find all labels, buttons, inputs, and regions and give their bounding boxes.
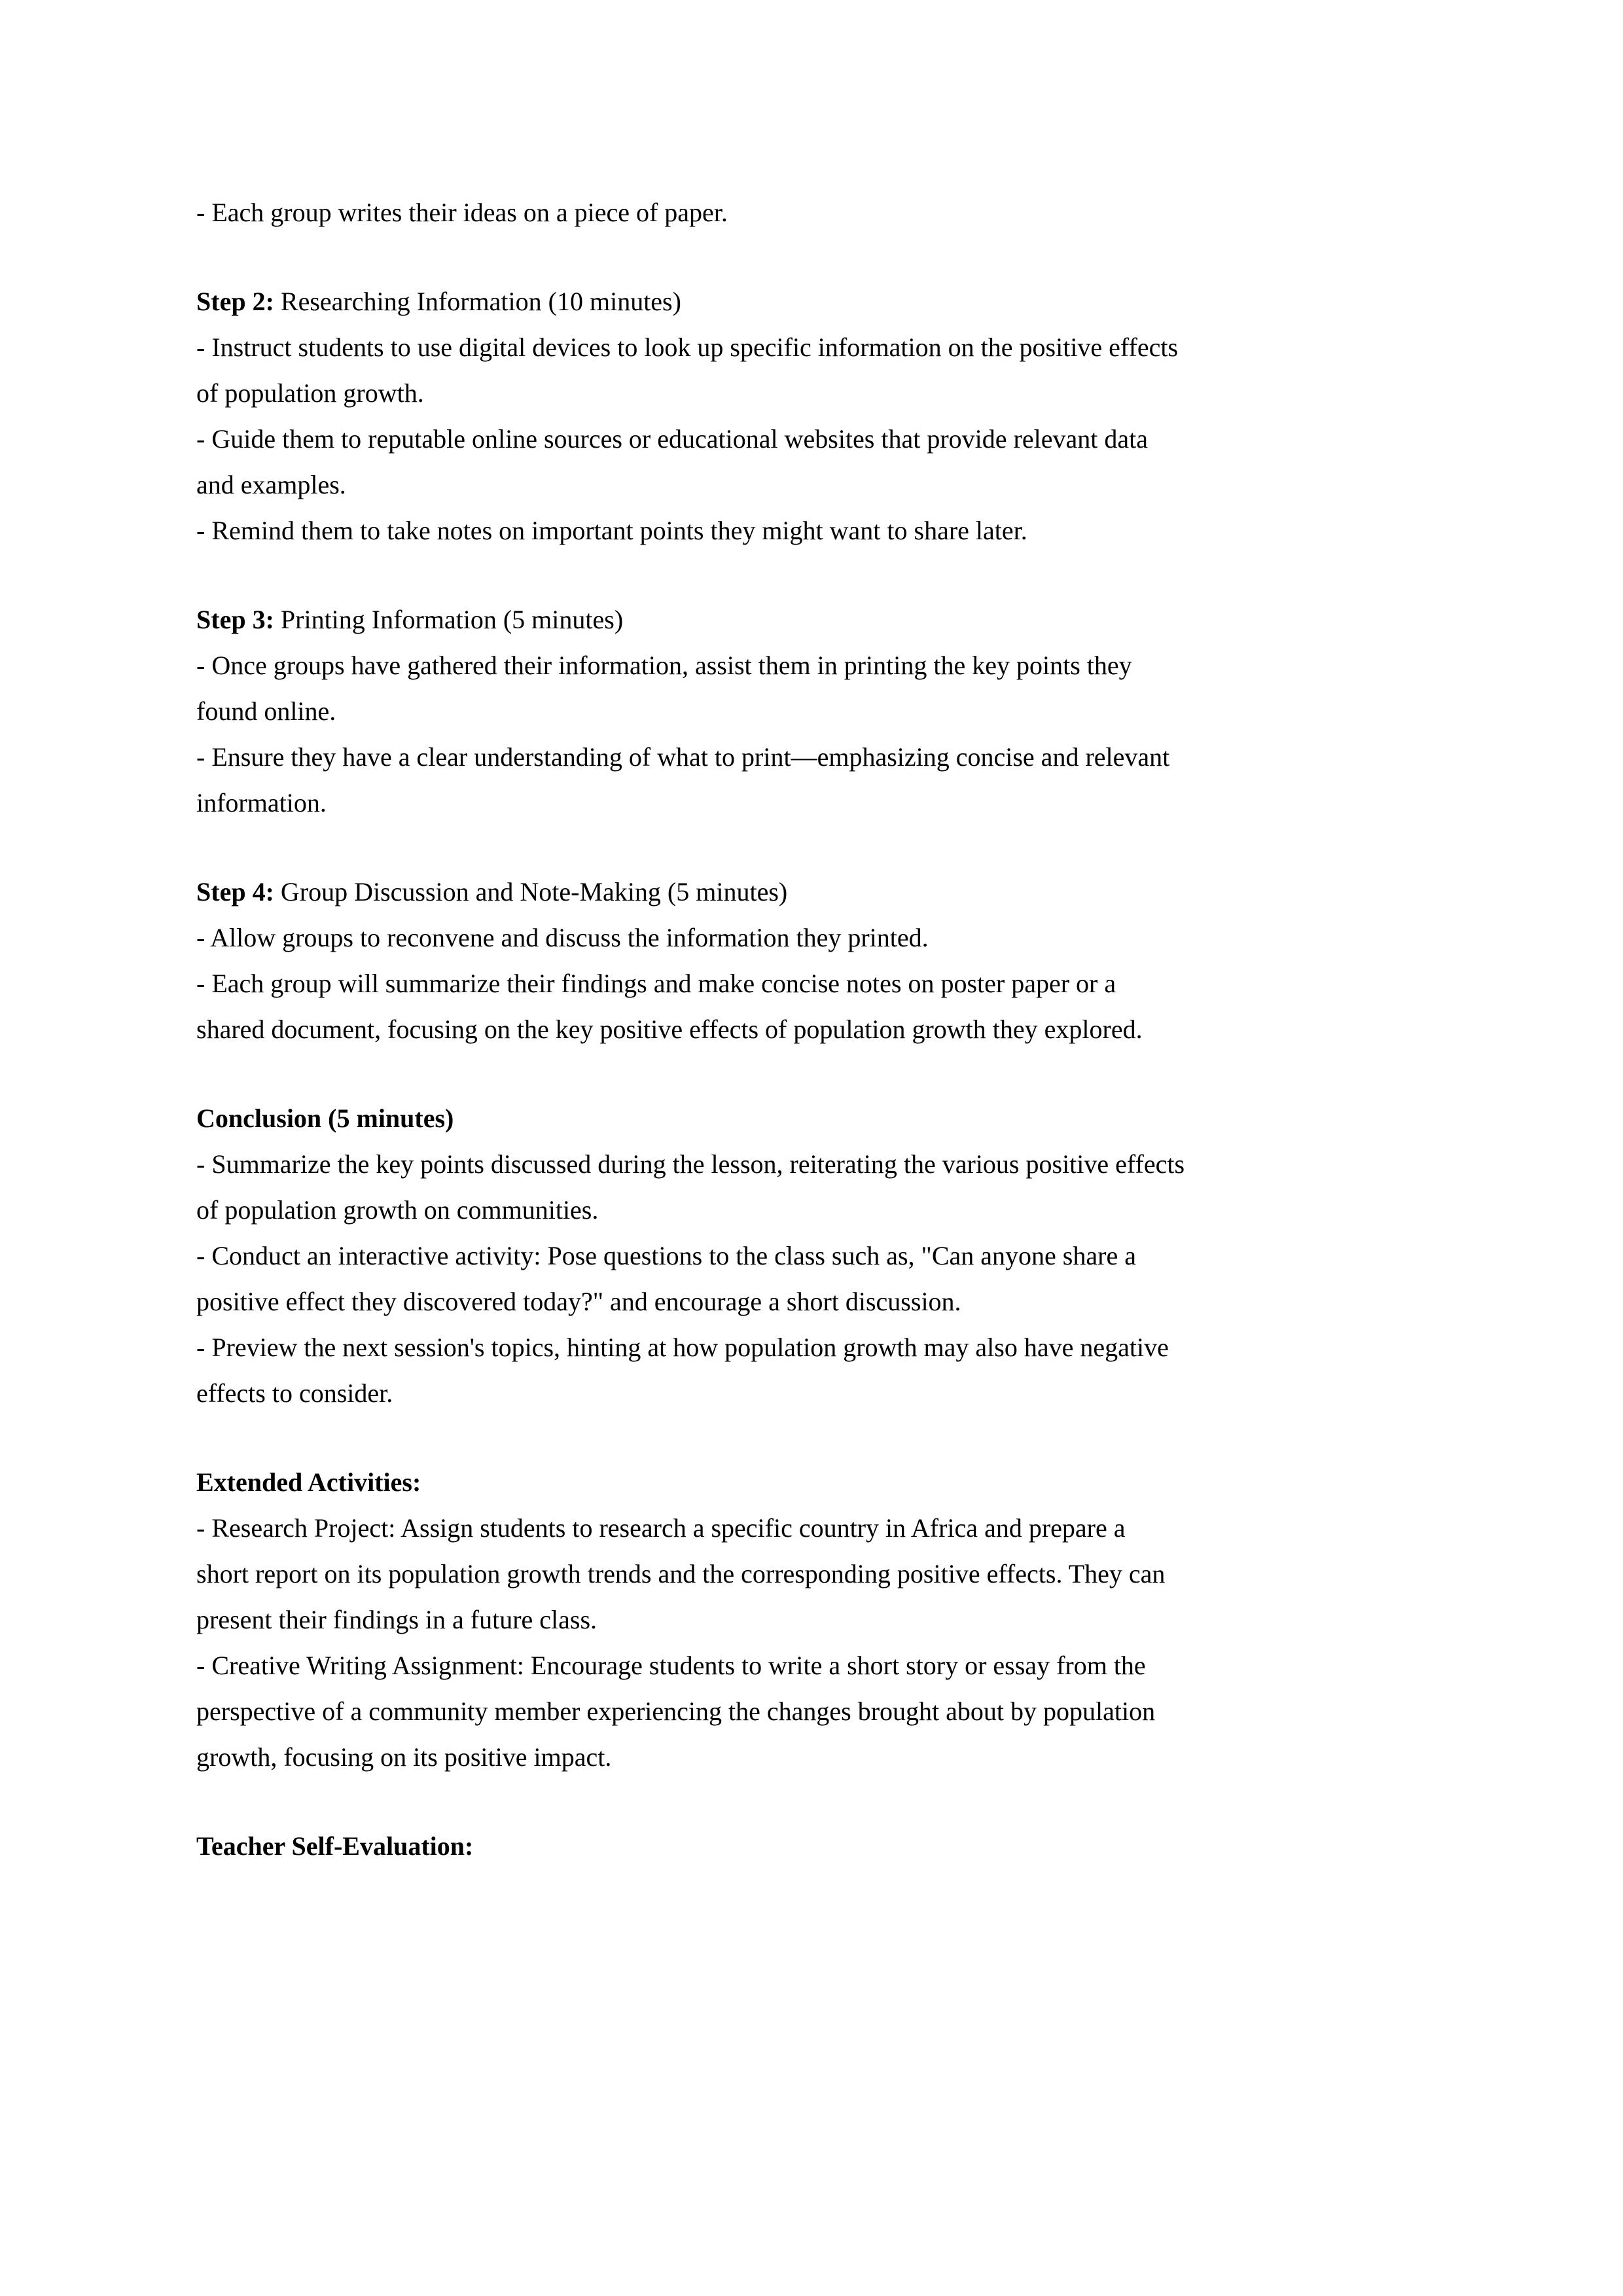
doc-line: - Research Project: Assign students to research a specific country in Africa and prepare a xyxy=(196,1513,1126,1543)
doc-line: - Each group writes their ideas on a piece of paper. xyxy=(196,198,728,227)
step-label: Step 2: xyxy=(196,287,274,316)
doc-line: - Guide them to reputable online sources or educational websites that provide relevant data xyxy=(196,424,1148,454)
doc-line: information. xyxy=(196,788,327,817)
doc-block-teacher_self_evaluation xyxy=(196,1823,1440,1869)
doc-block-intro_bullet xyxy=(196,190,1440,236)
doc-block-step3 xyxy=(196,597,1440,826)
doc-block-extended_activities xyxy=(196,1460,1440,1780)
doc-line: and examples. xyxy=(196,470,346,499)
doc-line: - Allow groups to reconvene and discuss the information they printed. xyxy=(196,923,929,952)
doc-line: - Conduct an interactive activity: Pose questions to the class such as, "Can anyone share a xyxy=(196,1241,1136,1270)
doc-line: growth, focusing on its positive impact. xyxy=(196,1742,612,1772)
section-heading-conclusion: Conclusion (5 minutes) xyxy=(196,1103,454,1133)
doc-block-conclusion xyxy=(196,1096,1440,1416)
step-heading-step4 xyxy=(196,869,1440,915)
doc-line: - Summarize the key points discussed during the lesson, reiterating the various positive effects xyxy=(196,1149,1185,1179)
step-label: Step 3: xyxy=(196,605,274,634)
doc-line: - Remind them to take notes on important points they might want to share later. xyxy=(196,516,1027,545)
doc-line: - Each group will summarize their findings and make concise notes on poster paper or a xyxy=(196,969,1116,998)
doc-line: short report on its population growth trends and the corresponding positive effects. They can xyxy=(196,1559,1166,1588)
doc-line: found online. xyxy=(196,696,336,726)
doc-line: - Creative Writing Assignment: Encourage students to write a short story or essay from the xyxy=(196,1651,1146,1680)
doc-block-step4 xyxy=(196,869,1440,1052)
section-heading-extended_activities: Extended Activities: xyxy=(196,1467,421,1497)
step-title: Researching Information (10 minutes) xyxy=(274,287,681,316)
doc-line: - Instruct students to use digital devices to look up specific information on the positive effects xyxy=(196,332,1179,362)
doc-line: - Once groups have gathered their information, assist them in printing the key points they xyxy=(196,651,1132,680)
doc-line: perspective of a community member experiencing the changes brought about by population xyxy=(196,1696,1156,1726)
doc-line: of population growth. xyxy=(196,378,424,408)
doc-line: of population growth on communities. xyxy=(196,1195,599,1225)
doc-line: positive effect they discovered today?" and encourage a short discussion. xyxy=(196,1287,961,1316)
doc-line: present their findings in a future class. xyxy=(196,1605,597,1634)
document-body xyxy=(196,190,1440,1869)
doc-line: effects to consider. xyxy=(196,1378,393,1408)
step-label: Step 4: xyxy=(196,877,274,906)
doc-line: - Ensure they have a clear understanding of what to print—emphasizing concise and relevant xyxy=(196,742,1170,772)
doc-block-step2 xyxy=(196,279,1440,554)
step-heading-step2 xyxy=(196,279,1440,325)
section-heading-teacher_self_evaluation: Teacher Self-Evaluation: xyxy=(196,1831,474,1861)
doc-line: shared document, focusing on the key positive effects of population growth they explored. xyxy=(196,1014,1143,1044)
doc-line: - Preview the next session's topics, hinting at how population growth may also have negative xyxy=(196,1333,1169,1362)
step-title: Printing Information (5 minutes) xyxy=(274,605,624,634)
step-heading-step3 xyxy=(196,597,1440,643)
step-title: Group Discussion and Note-Making (5 minutes) xyxy=(274,877,788,906)
